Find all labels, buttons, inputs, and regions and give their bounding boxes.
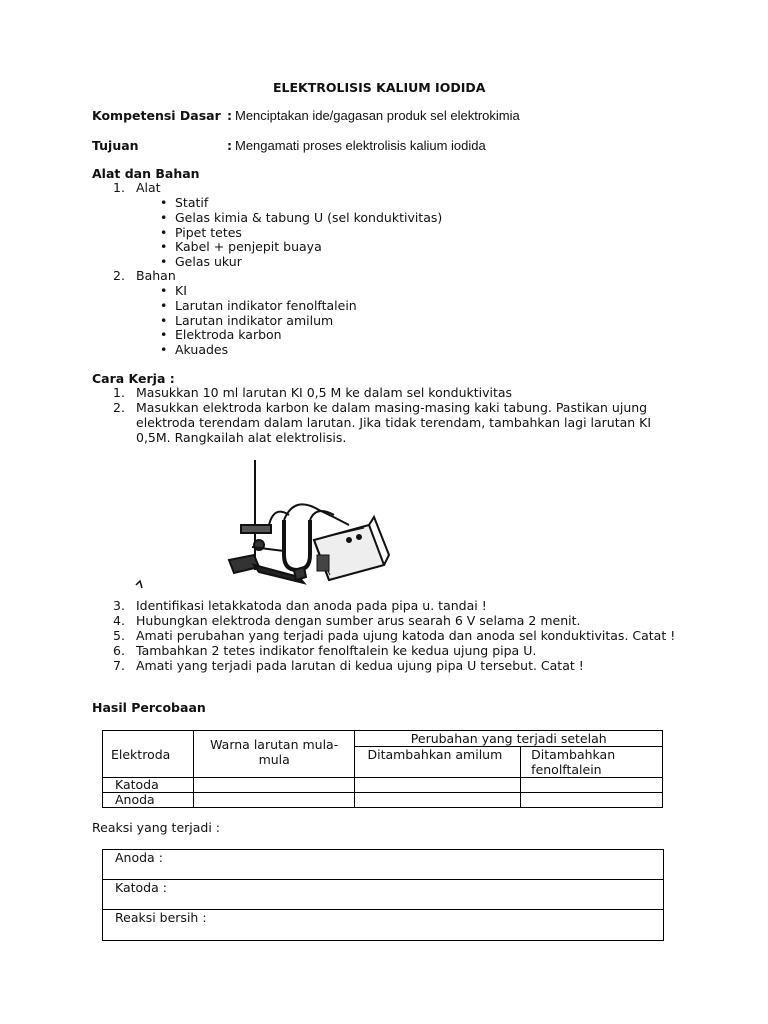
list-item: Gelas kimia & tabung U (sel konduktivitas) (175, 209, 443, 225)
reaksi-bersih-row[interactable] (103, 910, 663, 940)
step-text: Hubungkan elektroda dengan sumber arus searah 6 V selama 2 menit. (136, 613, 581, 628)
reaksi-anoda-label: Anoda : (115, 850, 163, 865)
list-item: Elektroda karbon (175, 327, 282, 343)
alat-label: Alat (136, 180, 161, 195)
header-amilum: Ditambahkan amilum (355, 747, 521, 778)
kompetensi-value: Menciptakan ide/gagasan produk sel elektrokimia (235, 108, 520, 123)
step-number: 2. (113, 400, 125, 415)
step-text: Masukkan elektroda karbon ke dalam masing-masing kaki tabung. Pastikan ujung (136, 400, 648, 415)
step-number: 5. (113, 628, 125, 643)
list-item: KI (175, 283, 187, 298)
step-number: 1. (113, 385, 125, 400)
row-label-anoda: Anoda (103, 793, 194, 808)
cell-empty[interactable] (521, 793, 663, 808)
list-item: Gelas ukur (175, 254, 242, 270)
step-text: Amati yang terjadi pada larutan di kedua ujung pipa U tersebut. Catat ! (136, 658, 584, 673)
step-text: Amati perubahan yang terjadi pada ujung katoda dan anoda sel konduktivitas. Catat ! (136, 628, 676, 643)
bahan-label: Bahan (136, 268, 176, 283)
bullet-icon: • (160, 195, 168, 210)
bullet-icon: • (160, 342, 168, 358)
reaksi-katoda-label: Katoda : (115, 880, 167, 895)
bullet-icon: • (160, 283, 168, 298)
results-table (102, 730, 663, 808)
reaksi-bersih-label: Reaksi bersih : (115, 910, 207, 925)
page-title: ELEKTROLISIS KALIUM IODIDA (273, 80, 486, 95)
alat-number: 1. (113, 180, 125, 195)
step-text: Tambahkan 2 tetes indikator fenolftalein ke kedua ujung pipa U. (136, 643, 537, 658)
list-item: Larutan indikator fenolftalein (175, 297, 357, 313)
kompetensi-sep: : (227, 108, 232, 123)
bullet-icon: • (160, 327, 168, 343)
cell-empty[interactable] (193, 793, 355, 808)
bahan-number: 2. (113, 268, 125, 283)
bullet-icon: • (160, 312, 168, 328)
reaksi-box (102, 849, 664, 941)
step-number: 7. (113, 658, 125, 673)
step-number: 4. (113, 613, 125, 628)
list-item: Larutan indikator amilum (175, 312, 334, 328)
header-elektroda: Elektroda (103, 731, 194, 778)
alat-bahan-heading: Alat dan Bahan (92, 166, 200, 181)
list-item: Akuades (175, 342, 229, 358)
header-fenolftalein: Ditambahkan fenolftalein (521, 747, 663, 778)
reaksi-anoda-row[interactable] (103, 850, 663, 880)
header-warna: Warna larutan mula-mula (193, 731, 355, 778)
table-row (103, 793, 663, 808)
list-item: Kabel + penjepit buaya (175, 239, 322, 255)
electrolysis-apparatus-image (134, 455, 424, 590)
step-text: Masukkan 10 ml larutan KI 0,5 M ke dalam sel konduktivitas (136, 385, 513, 400)
list-item: Statif (175, 195, 209, 210)
step-number: 6. (113, 643, 125, 658)
bullet-icon: • (160, 254, 168, 270)
hasil-heading: Hasil Percobaan (92, 700, 206, 715)
step-text: 0,5M. Rangkailah alat elektrolisis. (136, 430, 347, 445)
cell-empty[interactable] (355, 793, 521, 808)
cell-empty[interactable] (355, 778, 521, 793)
table-row (103, 778, 663, 793)
cara-kerja-heading: Cara Kerja : (92, 371, 175, 386)
tujuan-value: Mengamati proses elektrolisis kalium iodida (235, 138, 486, 153)
bullet-icon: • (160, 224, 168, 240)
bullet-icon: • (160, 297, 168, 313)
tujuan-label: Tujuan (92, 138, 139, 153)
step-text: elektroda terendam dalam larutan. Jika tidak terendam, tambahkan lagi larutan KI (136, 415, 652, 430)
step-text: Identifikasi letakkatoda dan anoda pada pipa u. tandai ! (136, 598, 487, 613)
kompetensi-label: Kompetensi Dasar (92, 108, 221, 123)
bullet-icon: • (160, 209, 168, 225)
step-number: 3. (113, 598, 125, 613)
tujuan-sep: : (227, 138, 232, 153)
bullet-icon: • (160, 239, 168, 255)
header-perubahan: Perubahan yang terjadi setelah (355, 731, 663, 747)
row-label-katoda: Katoda (103, 778, 194, 793)
cell-empty[interactable] (193, 778, 355, 793)
cell-empty[interactable] (521, 778, 663, 793)
reaksi-label: Reaksi yang terjadi : (92, 820, 221, 835)
reaksi-katoda-row[interactable] (103, 880, 663, 910)
list-item: Pipet tetes (175, 224, 242, 240)
